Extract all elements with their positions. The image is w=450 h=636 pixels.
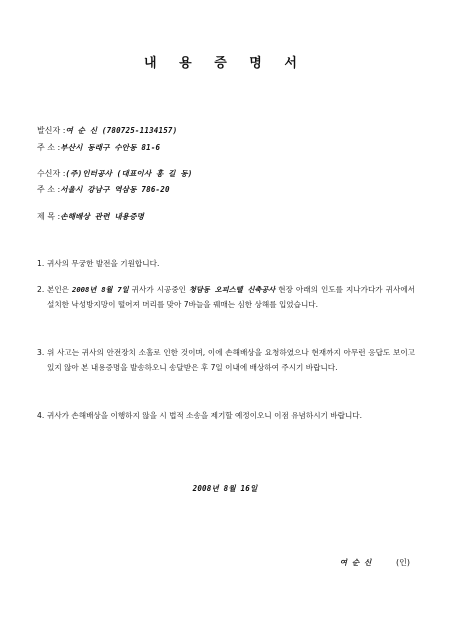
construction-site: 청담동 오피스텔 신축공사: [189, 285, 276, 294]
sender-name-label: 발신자 :: [37, 126, 66, 135]
sender-name-row: [37, 125, 177, 136]
sender-address-label: 주 소 :: [37, 143, 61, 152]
paragraph-text: 위 사고는 귀사의 안전장치 소홀로 인한 것이며, 이에 손해배상을 요청하였으나 현재까지 아무런 응답도 보이고 있지 않아 본 내용증명을 발송하오니 송달받은 후 7일 이내에 배상하여 주시기 바랍니다.: [47, 348, 415, 372]
subject-label: 제 목 :: [37, 212, 61, 221]
subject-value: 손해배상 관련 내용증명: [60, 212, 145, 221]
paragraph-number: 3.: [37, 348, 45, 357]
signature-line: [340, 557, 410, 568]
paragraph-3: [37, 345, 415, 375]
signature-name: 여 순 신: [339, 558, 372, 567]
recipient-address-label: 주 소 :: [37, 185, 61, 194]
recipient-name-label: 수신자 :: [37, 169, 66, 178]
recipient-address-row: [37, 184, 170, 195]
paragraph-2: [37, 282, 415, 312]
recipient-name-row: [37, 168, 193, 179]
paragraph-number: 4.: [37, 411, 45, 420]
paragraph-text-segment: 현장 아래의 인도를 지나가다가 귀사에서 설치한 낙성방지망이 떨어져 머리를 맞아 7바늘을 꿰매는 심한 상해를 입었습니다.: [47, 285, 415, 309]
document-date: 2008년 8월 16일: [192, 484, 258, 493]
document-title: 내 용 증 명 서: [144, 56, 306, 71]
paragraph-text: 귀사의 무궁한 발전을 기원합니다.: [47, 259, 160, 268]
paragraph-number: 2.: [37, 285, 45, 294]
paragraph-4: [37, 408, 415, 423]
sender-name-value: 여 순 신 (780725-1134157): [65, 126, 178, 135]
recipient-name-value: (주)인터공사 (대표이사 홍 길 동): [65, 169, 193, 178]
paragraph-text: 귀사가 손해배상을 이행하지 않을 시 법적 소송을 제기할 예정이오니 이점 유념하시기 바랍니다.: [47, 411, 363, 420]
subject-row: [37, 211, 144, 222]
sender-address-value: 부산시 동래구 수안동 81-6: [60, 143, 161, 152]
recipient-address-value: 서울시 강남구 역삼동 786-20: [60, 185, 170, 194]
sender-address-row: [37, 142, 160, 153]
paragraph-text: [37, 282, 415, 312]
paragraph-text-segment: 본인은: [47, 285, 73, 294]
paragraph-1: [37, 256, 415, 271]
paragraph-text-segment: 귀사가 시공중인: [128, 285, 190, 294]
paragraph-number: 1.: [37, 259, 45, 268]
seal-mark: (인): [396, 558, 410, 567]
incident-date: 2008년 8월 7일: [72, 285, 129, 294]
